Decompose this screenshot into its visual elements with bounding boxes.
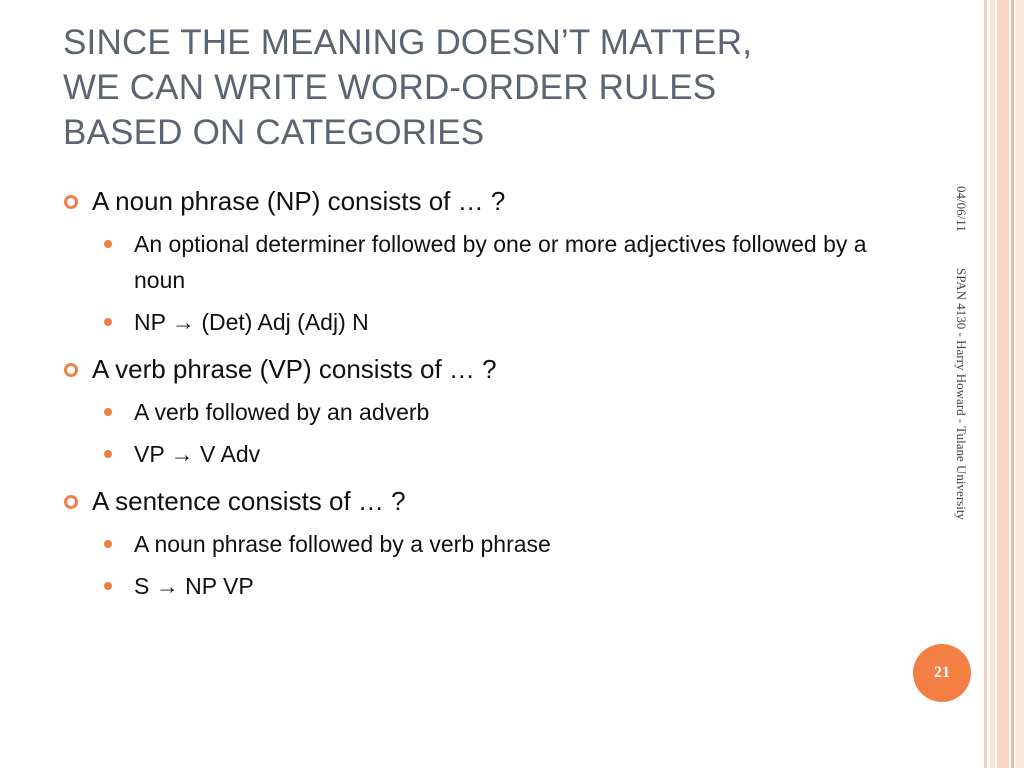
- sub-bullet-text: NP → (Det) Adj (Adj) N: [134, 309, 369, 335]
- bullet-text: A verb phrase (VP) consists of … ?: [92, 354, 497, 384]
- title-line: BASED ON CATEGORIES: [63, 113, 485, 152]
- decorative-stripe: [984, 0, 987, 768]
- sub-bullet-item: [92, 436, 892, 472]
- sub-bullet-list: [92, 394, 892, 472]
- filled-dot-bullet-icon: [104, 240, 112, 248]
- sub-bullet-item: [92, 526, 892, 562]
- hollow-circle-bullet-icon: [64, 495, 78, 509]
- decorative-stripe: [990, 0, 995, 768]
- sub-bullet-list: [92, 226, 892, 340]
- sub-bullet-text: A verb followed by an adverb: [134, 399, 430, 425]
- decorative-stripe: [1016, 0, 1024, 768]
- filled-dot-bullet-icon: [104, 450, 112, 458]
- filled-dot-bullet-icon: [104, 408, 112, 416]
- bullet-item: [62, 354, 892, 472]
- filled-dot-bullet-icon: [104, 582, 112, 590]
- bullet-list: [62, 186, 892, 618]
- sub-bullet-item: [92, 226, 892, 298]
- sub-bullet-item: [92, 568, 892, 604]
- filled-dot-bullet-icon: [104, 318, 112, 326]
- sub-bullet-item: [92, 394, 892, 430]
- bullet-item: [62, 486, 892, 604]
- bullet-text: A noun phrase (NP) consists of … ?: [92, 186, 506, 216]
- sub-bullet-item: [92, 304, 892, 340]
- filled-dot-bullet-icon: [104, 540, 112, 548]
- title-line: WE CAN WRITE WORD-ORDER RULES: [63, 68, 717, 107]
- decorative-stripe: [997, 0, 1009, 768]
- decorative-stripe: [1011, 0, 1014, 768]
- hollow-circle-bullet-icon: [64, 363, 78, 377]
- sub-bullet-text: VP → V Adv: [134, 441, 261, 467]
- bullet-item: [62, 186, 892, 340]
- sub-bullet-text: A noun phrase followed by a verb phrase: [134, 531, 551, 557]
- sub-bullet-list: [92, 526, 892, 604]
- title-line: SINCE THE MEANING DOESN’T MATTER,: [63, 23, 753, 62]
- sub-bullet-text: S → NP VP: [134, 573, 254, 599]
- page-number-badge: 21: [913, 644, 971, 702]
- slide-title: [63, 20, 863, 155]
- slide-date: 04/06/11: [954, 186, 969, 232]
- slide-footer: SPAN 4130 - Harry Howard - Tulane University: [954, 268, 969, 520]
- sub-bullet-text: An optional determiner followed by one or more adjectives followed by a noun: [134, 231, 867, 293]
- bullet-text: A sentence consists of … ?: [92, 486, 406, 516]
- hollow-circle-bullet-icon: [64, 195, 78, 209]
